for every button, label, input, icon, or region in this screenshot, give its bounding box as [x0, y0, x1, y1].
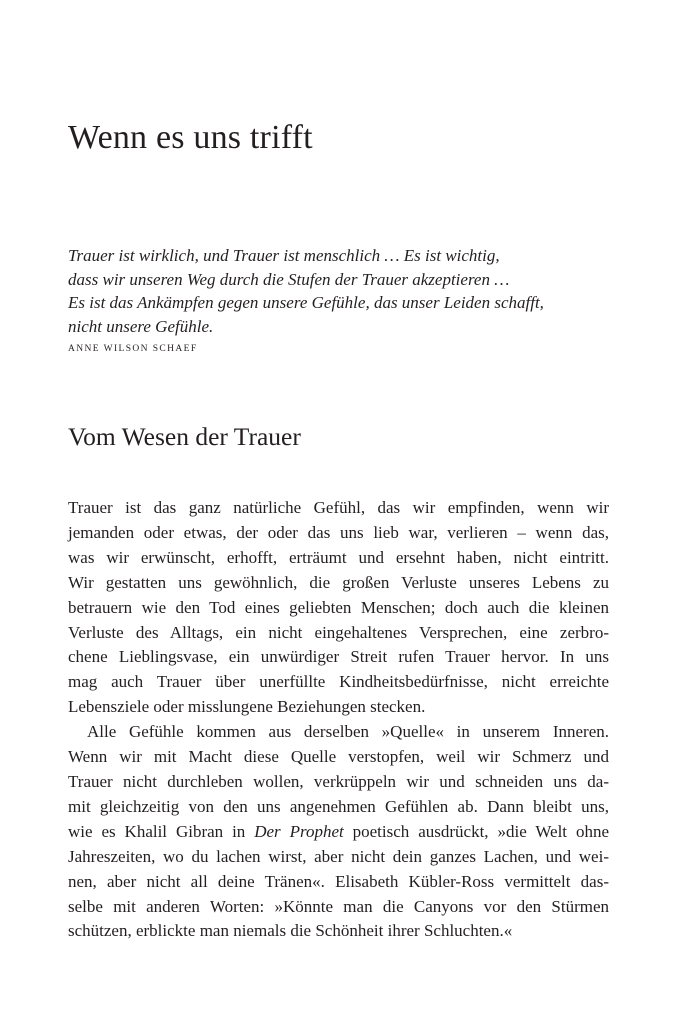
text-line: Wenn wir mit Macht diese Quelle verstopfen, weil wir Schmerz und	[68, 747, 609, 767]
text-line: mag auch Trauer über unerfüllte Kindheitsbedürfnisse, nicht erreichte	[68, 672, 609, 692]
text-line: nen, aber nicht all deine Tränen«. Elisabeth Kübler-Ross vermittelt das-	[68, 871, 609, 891]
text-line: Lebensziele oder misslungene Beziehungen stecken.	[68, 697, 426, 717]
text-line: Trauer nicht durchleben wollen, verkrüppeln wir und schneiden uns da-	[68, 771, 609, 791]
text-line: Alle Gefühle kommen aus derselben »Quelle« in unserem Inneren.	[87, 722, 609, 742]
section-title: Vom Wesen der Trauer	[68, 422, 301, 451]
text-segment: poetisch ausdrückt, »die Welt ohne	[343, 821, 609, 841]
book-title-reference: Der Prophet	[254, 821, 344, 841]
text-line: betrauern wie den Tod eines geliebten Menschen; doch auch die kleinen	[68, 597, 609, 617]
paragraph	[68, 496, 609, 720]
epigraph	[68, 244, 628, 356]
text-line: Trauer ist das ganz natürliche Gefühl, das wir empfinden, wenn wir	[68, 498, 609, 517]
epigraph-line: dass wir unseren Weg durch die Stufen der Trauer akzeptieren …	[68, 269, 510, 289]
text-line: jemanden oder etwas, der oder das uns lieb war, verlieren – wenn das,	[68, 522, 609, 542]
body-text	[68, 496, 609, 944]
epigraph-line: Es ist das Ankämpfen gegen unsere Gefühle, das unser Leiden schafft,	[68, 293, 544, 312]
epigraph-line: Trauer ist wirklich, und Trauer ist menschlich … Es ist wichtig,	[68, 246, 500, 265]
text-line: mit gleichzeitig von den uns angenehmen Gefühlen ab. Dann bleibt uns,	[68, 796, 609, 816]
text-line	[68, 820, 609, 845]
text-line: chene Lieblingsvase, ein unwürdiger Streit rufen Trauer hervor. In uns	[68, 647, 609, 667]
text-line: Jahreszeiten, wo du lachen wirst, aber nicht dein ganzes Lachen, und wei-	[68, 846, 609, 866]
text-line: was wir erwünscht, erhofft, erträumt und ersehnt haben, nicht eintritt.	[68, 547, 609, 567]
epigraph-author: ANNE WILSON SCHAEF	[68, 344, 198, 354]
text-line: Verluste des Alltags, ein nicht eingehaltenes Versprechen, eine zerbro-	[68, 622, 609, 642]
text-segment: wie es Khalil Gibran in	[68, 821, 255, 841]
chapter-title: Wenn es uns trifft	[68, 119, 313, 156]
paragraph	[68, 720, 609, 944]
text-line: schützen, erblickte man niemals die Schönheit ihrer Schluchten.«	[68, 921, 513, 941]
text-line: selbe mit anderen Worten: »Könnte man die Canyons vor den Stürmen	[68, 896, 609, 916]
epigraph-line: nicht unsere Gefühle.	[68, 316, 214, 336]
text-line: Wir gestatten uns gewöhnlich, die großen Verluste unseres Lebens zu	[68, 572, 609, 592]
